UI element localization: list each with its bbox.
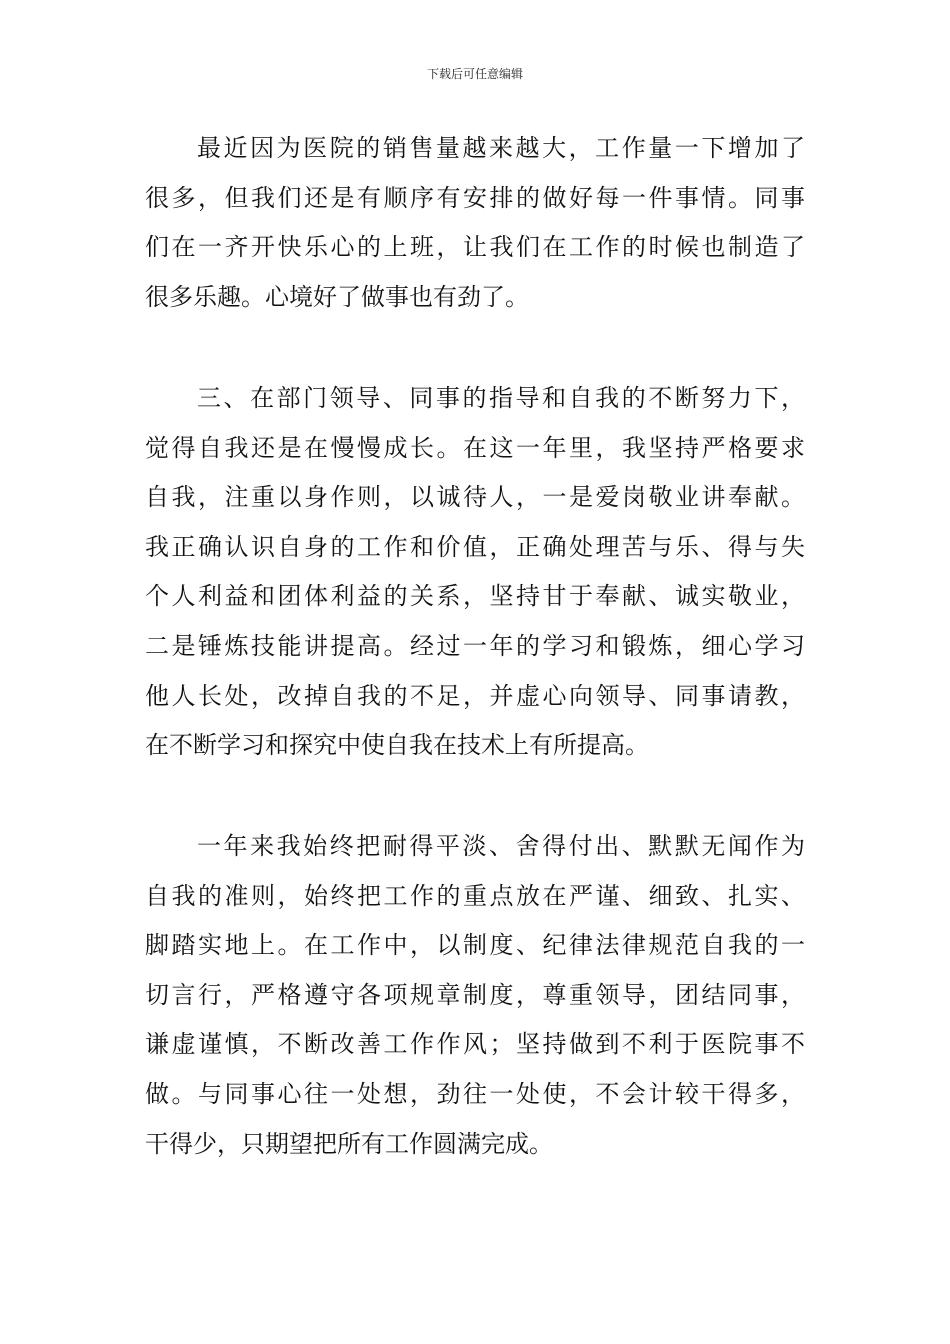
text-line: 一年来我始终把耐得平淡、舍得付出、默默无闻作为 [197,832,805,860]
text-line: 觉得自我还是在慢慢成长。在这一年里，我坚持严格要求 [145,433,805,462]
text-line: 谦虚谨慎，不断改善工作作风；坚持做到不利于医院事不 [145,1030,805,1059]
paragraph-3 [145,822,805,1169]
header-note: 下载后可任意编辑 [426,67,523,81]
text-line: 做。与同事心往一处想，劲往一处使，不会计较干得多， [145,1079,805,1108]
text-line: 三、在部门领导、同事的指导和自我的不断努力下， [197,384,805,412]
paragraph-1 [145,124,805,322]
text-line: 他人长处，改掉自我的不足，并虚心向领导、同事请教， [145,681,805,710]
text-line: 脚踏实地上。在工作中，以制度、纪律法律规范自我的一 [145,931,805,960]
text-line: 最近因为医院的销售量越来越大，工作量一下增加了 [197,134,805,162]
text-line: 切言行，严格遵守各项规章制度，尊重领导，团结同事， [145,980,805,1009]
text-line: 干得少，只期望把所有工作圆满完成。 [145,1129,553,1158]
text-line: 很多乐趣。心境好了做事也有劲了。 [145,282,529,311]
paragraph-2 [145,374,805,771]
text-line: 自我的准则，始终把工作的重点放在严谨、细致、扎实、 [145,881,805,910]
text-line: 我正确认识自身的工作和价值，正确处理苦与乐、得与失 [145,532,805,561]
text-line: 在不断学习和探究中使自我在技术上有所提高。 [145,731,649,760]
text-line: 很多，但我们还是有顺序有安排的做好每一件事情。同事 [145,183,805,212]
text-line: 二是锤炼技能讲提高。经过一年的学习和锻炼，细心学习 [145,631,805,660]
text-line: 们在一齐开快乐心的上班，让我们在工作的时候也制造了 [145,233,805,262]
text-line: 个人利益和团体利益的关系，坚持甘于奉献、诚实敬业， [145,582,805,611]
text-line: 自我，注重以身作则，以诚待人，一是爱岗敬业讲奉献。 [145,483,805,512]
